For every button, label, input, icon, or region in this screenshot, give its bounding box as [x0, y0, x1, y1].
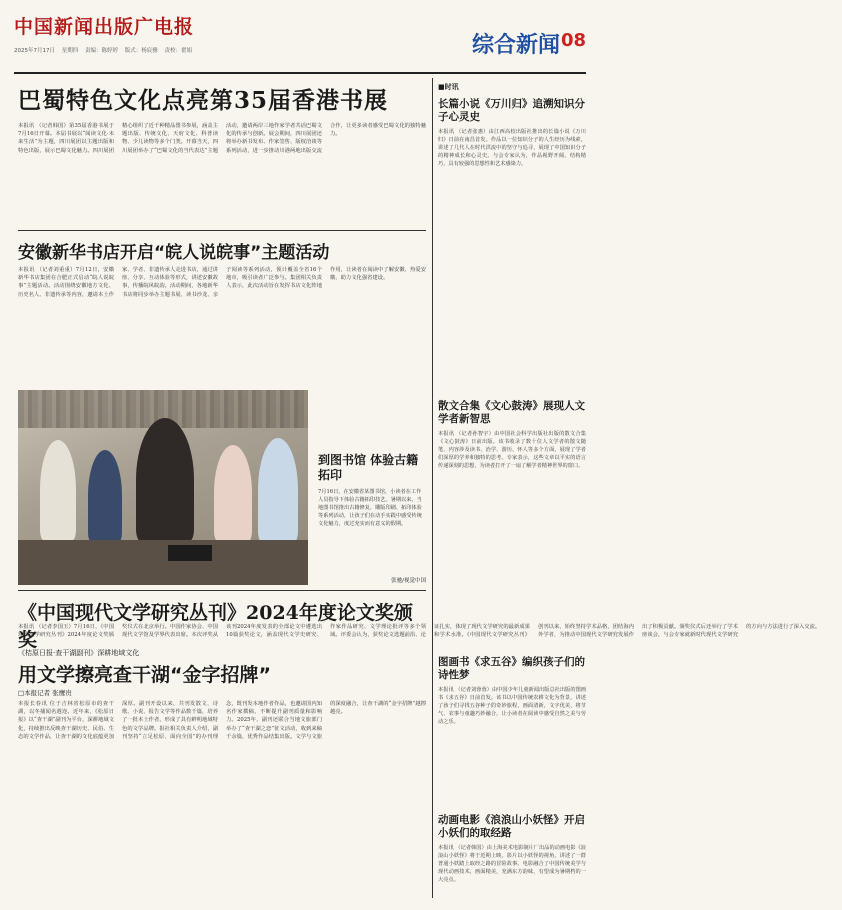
table-shape	[18, 540, 308, 585]
sidebar-label: ■时讯	[438, 83, 459, 91]
child-figure	[40, 440, 76, 540]
issue-weekday: 星期四	[61, 48, 79, 54]
issue-proof: 责校：翟娟	[164, 48, 193, 54]
jianhu-kicker: 《桔原日报·查干湖副刊》深耕地域文化	[18, 649, 140, 657]
award-headline: 《中国现代文学研究丛刊》2024年度论文奖颁奖	[18, 602, 413, 651]
divider	[18, 230, 426, 231]
page-number: 08	[560, 30, 586, 51]
issue-layout: 版式：杨宸雅	[124, 48, 158, 54]
lead-headline: 巴蜀特色文化点亮第35届香港书展	[18, 87, 389, 114]
brief-headline-3: 图画书《求五谷》编织孩子们的诗性梦	[438, 656, 585, 681]
brief-headline-1: 长篇小说《万川归》追溯知识分子心灵史	[438, 98, 585, 123]
brief-body-2: 本报讯 （记者孙智宇）由中国社会科学出版社出版的散文合集《文心鼓涛》日前出版。该书收录了数十位人文学者的散文随笔，内容涉及读书、治学、游历、怀人等多个方面，展现了学者们深厚的学养和独特的思考。专家表示，这些文章以平实的语言传递深刻的思想，为读者打开了一扇了解学者精神世界的窗口。	[438, 431, 586, 469]
masthead	[14, 8, 586, 74]
child-figure	[88, 450, 122, 542]
instructor-figure	[136, 418, 194, 542]
issue-date: 2025年7月17日	[14, 48, 55, 54]
newspaper-logo: 中国新闻出版广电报	[14, 16, 195, 38]
child-figure	[258, 438, 298, 542]
brief-body-1: 本报讯 （记者张惠）由江西高校出版社推出的长篇小说《万川归》日前在南昌首发。作品以一位知识分子的人生经历为线索，讲述了几代人在时代洪流中的坚守与追寻，展现了中国知识分子的精神成长和心灵史。与会专家认为，作品视野开阔、结构精巧，具有较强的思想性和艺术感染力。	[438, 129, 586, 167]
photo-credit: 张驰/视觉中国	[391, 578, 426, 584]
lead-body: 本报讯 （记者韩国）第35届香港书展于7月16日开幕。本届书展以“阅读文化·未来生活”为主题，四川展团以主题出版和特色出版，展示巴蜀文化魅力。四川展团精心组织了近千种精品图书参展，涵盖主题出版、传统文化、天府文化、科普读物、少儿读物等多个门类。开幕当天，四川展团举办了“巴蜀文化的当代表达”主题活动，邀请两岸三地作家学者共话巴蜀文化的传承与创新。展会期间，四川展团还将举办新书发布、作家签售、版权洽谈等系列活动，进一步推动川港两地出版交流合作，让更多读者感受巴蜀文化的独特魅力。	[18, 123, 426, 154]
brief-headline-4: 动画电影《浪浪山小妖怪》开启小妖们的取经路	[438, 814, 585, 839]
jianhu-byline: □本报记者 张鹰贵	[18, 689, 72, 697]
photo-caption-title: 到图书馆 体验古籍拓印	[318, 453, 419, 482]
section-title: 综合新闻	[471, 33, 560, 58]
brief-headline-2: 散文合集《文心鼓涛》展现人文学者新智思	[438, 400, 585, 425]
brief-body-4: 本报讯 （记者韩国）由上海美术电影制片厂出品的动画电影《浪浪山小妖怪》将于近期上映。影片以小妖怪的视角，讲述了一群普通小妖踏上取经之路的冒险故事。电影融合了中国传统美学与现代动画技术，画面精美，充满东方韵味，有望成为暑期档的一大亮点。	[438, 845, 586, 883]
photo-caption-body: 7月16日，在安徽省某图书馆，小读者在工作人员指导下体验古籍拓印技艺。暑期以来，当地图书馆推出古籍修复、雕版印刷、拓印体验等系列活动，让孩子们在动手实践中感受传统文化魅力，度过充实而有意义的假期。	[318, 489, 422, 527]
sidebar-briefs	[438, 78, 586, 898]
jianhu-headline: 用文学擦亮查干湖“金字招牌”	[18, 664, 271, 686]
news-photo	[18, 390, 308, 585]
issue-editor: 责编：陈婷婷	[85, 48, 119, 54]
anhui-headline: 安徽新华书店开启“皖人说皖事”主题活动	[18, 243, 330, 263]
child-figure	[214, 445, 252, 541]
anhui-body: 本报讯 （记者刘重重）7月12日，安徽新华书店集团在合肥正式启动“皖人说皖事”主题活动。活动围绕安徽地方文化、历史名人、非遗传承等内容，邀请本土作家、学者、非遗传承人走进书店，通过讲座、分享、互动体验等形式，讲述安徽故事，传播皖风皖韵。活动期间，各地新华书店将同步举办主题书展、读书沙龙、亲子阅读等系列活动，预计覆盖全省16个地市，吸引读者广泛参与。集团相关负责人表示，此次活动旨在发挥书店文化阵地作用，让读者在阅读中了解安徽、热爱安徽，助力文化强省建设。	[18, 267, 426, 298]
issue-meta	[14, 46, 197, 54]
brief-body-3: 本报讯 （记者刘蓉蓉）由中国少年儿童新闻出版总社出版的图画书《求五谷》日前首发。该书以中国传统农耕文化为背景，讲述了孩子们寻找五谷种子的奇妙旅程，画面清新，文字优美，将节气、农事与童趣巧妙融合，让小读者在阅读中感受自然之美与劳动之乐。	[438, 687, 586, 725]
jianhu-body: 本报长春讯 位于吉林省松原市的查干湖，以冬捕闻名遐迩。近年来，《松原日报》以“查干湖”副刊为平台，深耕地域文化，持续推出反映查干湖历史、民俗、生态的文学作品，让查干湖的文化底蕴更加深厚。副刊开设以来，共刊发散文、诗歌、小说、报告文学等作品数千篇，培养了一批本土作者，形成了具有鲜明地域特色的文学品牌。报社相关负责人介绍，副刊坚持“立足松原、面向全国”的办刊理念，既刊发本地作者作品，也邀请国内知名作家撰稿，不断提升副刊质量和影响力。2025年，副刊还联合当地文旅部门举办了“查干湖之恋”征文活动，收到来稿千余篇，优秀作品结集出版。文学与文旅的深度融合，让查干湖的“金字招牌”越擦越亮。	[18, 701, 426, 740]
divider	[18, 590, 426, 591]
ink-block-shape	[168, 545, 212, 561]
award-body: 本报讯 （记者李国玉）7月16日，《中国现代文学研究丛刊》2024年度论文奖颁奖仪式在北京举行。中国作家协会、中国现代文学馆及学界代表出席。本次评奖从该刊2024年度发表的全部论文中遴选出10篇获奖论文，涵盖现代文学史研究、作家作品研究、文学理论批评等多个领域。评委会认为，获奖论文选题前沿、论证扎实，体现了现代文学研究的最新成果和学术水准。《中国现代文学研究丛刊》创刊以来，始终坚持学术品格，团结海内外学者，为推动中国现代文学研究发展作出了积极贡献。颁奖仪式后还举行了学术座谈会，与会专家就新时代现代文学研究的方向与方法进行了深入交流。	[18, 624, 821, 639]
column-divider	[432, 78, 433, 898]
